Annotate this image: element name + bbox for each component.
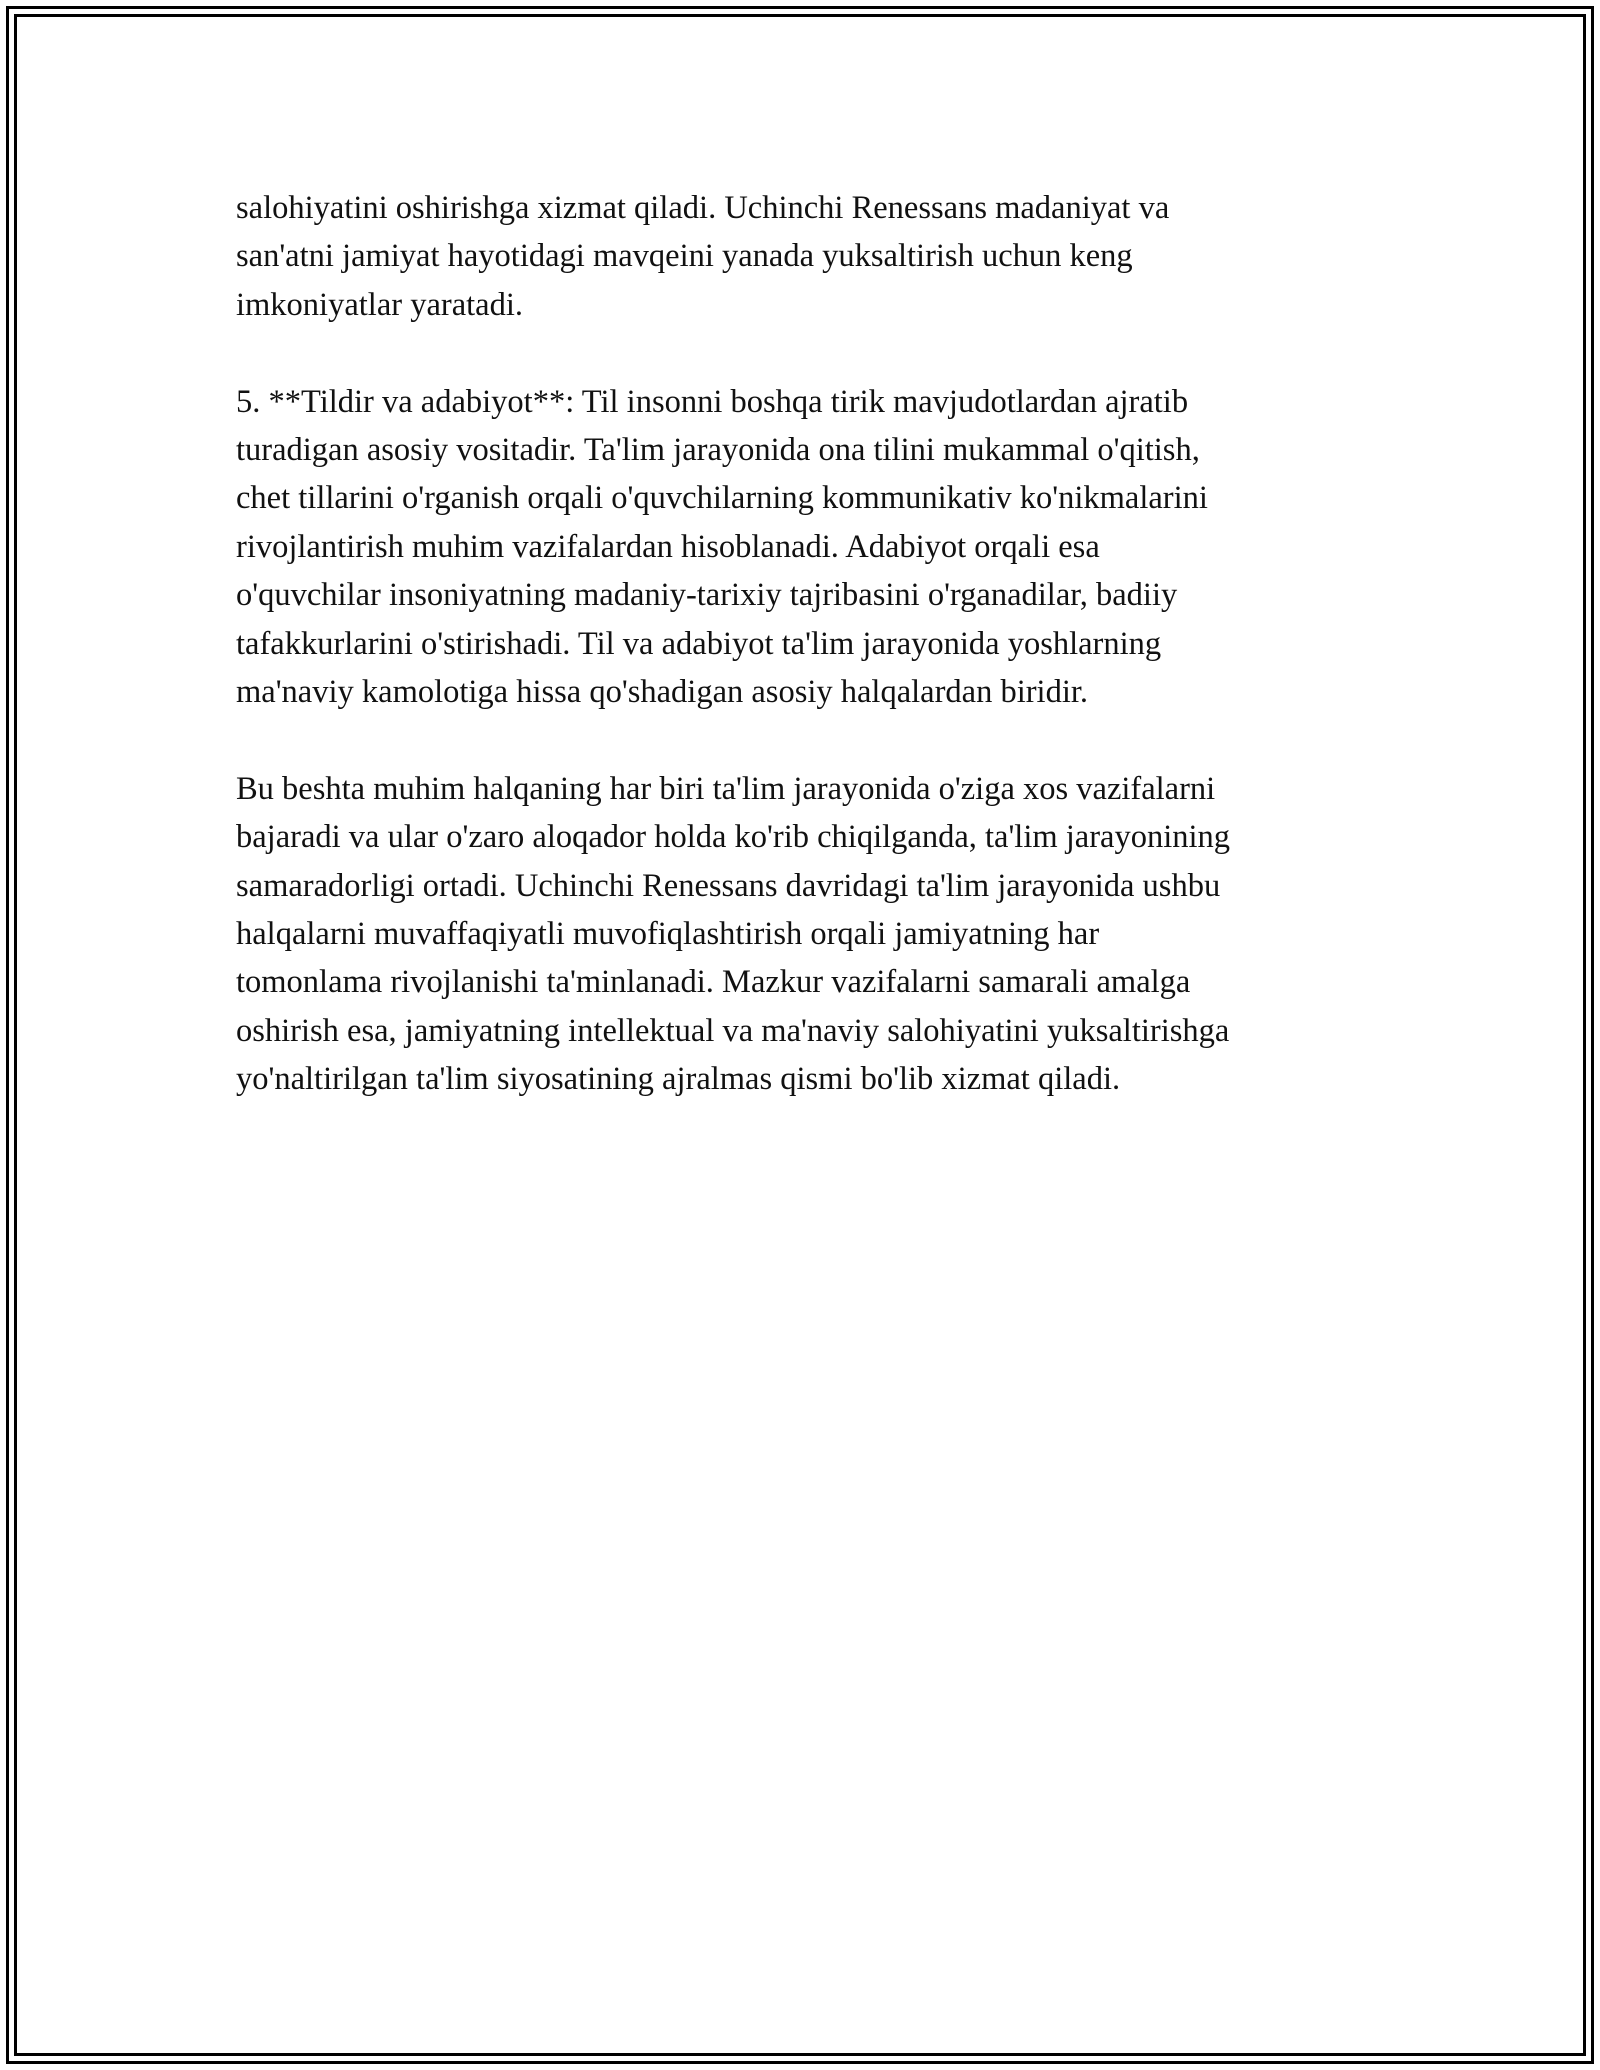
text-line: salohiyatini oshirishga xizmat qiladi. Uchinchi Renessans madaniyat va [236, 190, 1170, 226]
paragraph-conclusion [236, 765, 1396, 1104]
text-line: tafakkurlarini o'stirishadi. Til va adabiyot ta'lim jarayonida yoshlarning [236, 625, 1162, 662]
text-line: tomonlama rivojlanishi ta'minlanadi. Mazkur vazifalarni samarali amalga [236, 964, 1191, 1001]
text-line: halqalarni muvaffaqiyatli muvofiqlashtirish orqali jamiyatning har [236, 916, 1100, 953]
document-body [236, 184, 1396, 1152]
paragraph-continuation [236, 184, 1396, 329]
text-line: oshirish esa, jamiyatning intellektual va ma'naviy salohiyatini yuksaltirishga [236, 1012, 1230, 1049]
text-line: turadigan asosiy vositadir. Ta'lim jarayonida ona tilini mukammal o'qitish, [236, 432, 1200, 469]
text-line: chet tillarini o'rganish orqali o'quvchilarning kommunikativ ko'nikmalarini [236, 480, 1208, 517]
paragraph-item-5 [236, 378, 1396, 717]
text-line: 5. **Tildir va adabiyot**: Til insonni boshqa tirik mavjudotlardan ajratib [236, 383, 1189, 420]
text-line: samaradorligi ortadi. Uchinchi Renessans davridagi ta'lim jarayonida ushbu [236, 867, 1221, 904]
text-line: o'quvchilar insoniyatning madaniy-tarixiy tajribasini o'rganadilar, badiiy [236, 577, 1178, 614]
text-line: san'atni jamiyat hayotidagi mavqeini yanada yuksaltirish uchun keng [236, 238, 1133, 275]
text-line: ma'naviy kamolotiga hissa qo'shadigan asosiy halqalardan biridir. [236, 674, 1089, 711]
text-line: rivojlantirish muhim vazifalardan hisoblanadi. Adabiyot orqali esa [236, 528, 1100, 565]
text-line: bajaradi va ular o'zaro aloqador holda ko'rib chiqilganda, ta'lim jarayonining [236, 819, 1231, 856]
text-line: yo'naltirilgan ta'lim siyosatining ajralmas qismi bo'lib xizmat qiladi. [236, 1061, 1121, 1098]
text-line: Bu beshta muhim halqaning har biri ta'lim jarayonida o'ziga xos vazifalarni [236, 770, 1216, 807]
text-line: imkoniyatlar yaratadi. [236, 286, 523, 323]
